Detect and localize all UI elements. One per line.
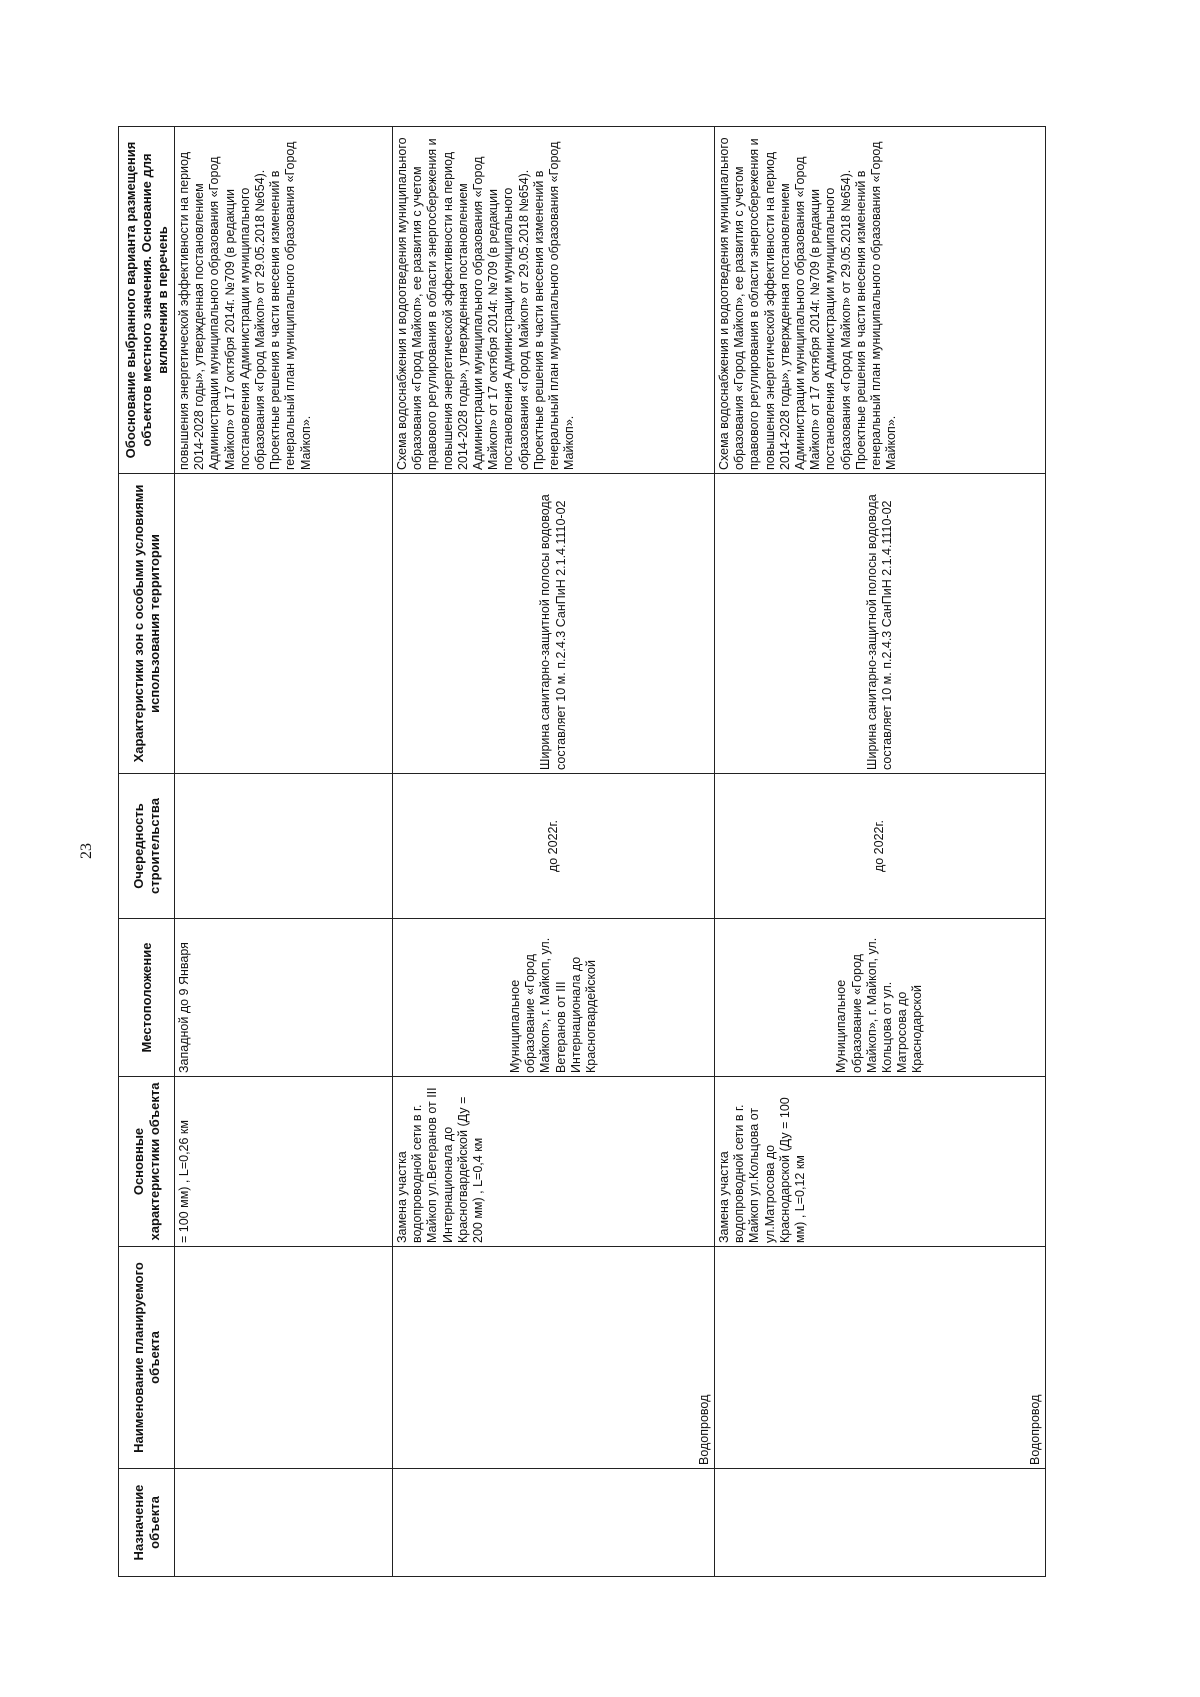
cell-stage: до 2022г. (393, 774, 715, 919)
basis-paragraph: Схема водоснабжения и водоотведения муниципального образования «Город Майкоп», ее развития с учетом правового регулирования в области энергосбережения и повышения энергетической эффективности на период 2014-2028 годы», утвержденная постановлением Администрации муниципального образования «Город Майкоп» от 17 октября 2014г. №709 (в редакции постановления Администрации муниципального образования «Город Майкоп» от 29.05.2018 №654). (717, 137, 853, 470)
cell-basis (175, 127, 393, 474)
basis-paragraph: Проектные решения в части внесения изменений в генеральный план муниципального образования «Город Майкоп». (531, 141, 577, 470)
cell-name (175, 1247, 393, 1469)
basis-paragraph: Проектные решения в части внесения изменений в генеральный план муниципального образования «Город Майкоп». (268, 141, 313, 470)
cell-location: Западной до 9 Января (175, 919, 393, 1077)
cell-zones: Ширина санитарно-защитной полосы водовода составляет 10 м. п.2.4.3 СанПиН 2.1.4.1110-02 (393, 474, 715, 774)
rotated-table-wrapper (118, 127, 1045, 1577)
cell-basis (393, 127, 715, 474)
table-header-row (119, 127, 175, 1577)
table-row (175, 127, 393, 1577)
header-zones: Характеристики зон с особыми условиями использования территории (119, 474, 175, 774)
header-characteristics: Основные характеристики объекта (119, 1077, 175, 1247)
cell-zones (175, 474, 393, 774)
cell-purpose (393, 1469, 715, 1577)
cell-characteristics: = 100 мм) , L=0,26 км (175, 1077, 393, 1247)
header-location: Местоположение (119, 919, 175, 1077)
cell-purpose (175, 1469, 393, 1577)
basis-paragraph: повышения энергетической эффективности на период 2014-2028 годы», утвержденная постановлением Администрации муниципального образования «Город Майкоп» от 17 октября 2014г. №709 (в редакции постановления Администрации муниципального образования «Город Майкоп» от 29.05.2018 №654). (177, 152, 268, 470)
cell-zones: Ширина санитарно-защитной полосы водовода составляет 10 м. п.2.4.3 СанПиН 2.1.4.1110-02 (715, 474, 1046, 774)
cell-location: Муниципальное образование «Город Майкоп», г. Майкоп, ул. Кольцова от ул. Матросова до Краснодарской (715, 919, 1046, 1077)
cell-name: Водопровод (715, 1247, 1046, 1469)
cell-stage: до 2022г. (715, 774, 1046, 919)
cell-location: Муниципальное образование «Город Майкоп», г. Майкоп, ул. Ветеранов от III Интернационала до Красногвардейской (393, 919, 715, 1077)
document-table-frame (118, 127, 1200, 1561)
objects-table (118, 126, 1046, 1577)
cell-characteristics: Замена участка водопроводной сети в г. Майкоп ул.Кольцова от ул.Матросова до Краснодарской (Ду = 100 мм) , L=0,12 км (715, 1077, 1046, 1247)
table-row (393, 127, 715, 1577)
cell-basis (715, 127, 1046, 474)
header-name: Наименование планируемого объекта (119, 1247, 175, 1469)
cell-purpose (715, 1469, 1046, 1577)
table-row (715, 127, 1046, 1577)
header-purpose: Назначение объекта (119, 1469, 175, 1577)
cell-name: Водопровод (393, 1247, 715, 1469)
cell-stage (175, 774, 393, 919)
page-number: 23 (78, 843, 95, 859)
cell-characteristics: Замена участка водопроводной сети в г. Майкоп ул.Ветеранов от III Интернационала до Красногвардейской (Ду = 200 мм) , L=0,4 км (393, 1077, 715, 1247)
header-stage: Очередность строительства (119, 774, 175, 919)
header-basis: Обоснование выбранного варианта размещения объектов местного значения. Основание для включения в перечень (119, 127, 175, 474)
basis-paragraph: Схема водоснабжения и водоотведения муниципального образования «Город Майкоп», ее развития с учетом правового регулирования в области энергосбережения и повышения энергетической эффективности на период 2014-2028 годы», утвержденная постановлением Администрации муниципального образования «Город Майкоп» от 17 октября 2014г. №709 (в редакции постановления Администрации муниципального образования «Город Майкоп» от 29.05.2018 №654). (395, 137, 531, 470)
basis-paragraph: Проектные решения в части внесения изменений в генеральный план муниципального образования «Город Майкоп». (853, 141, 899, 470)
